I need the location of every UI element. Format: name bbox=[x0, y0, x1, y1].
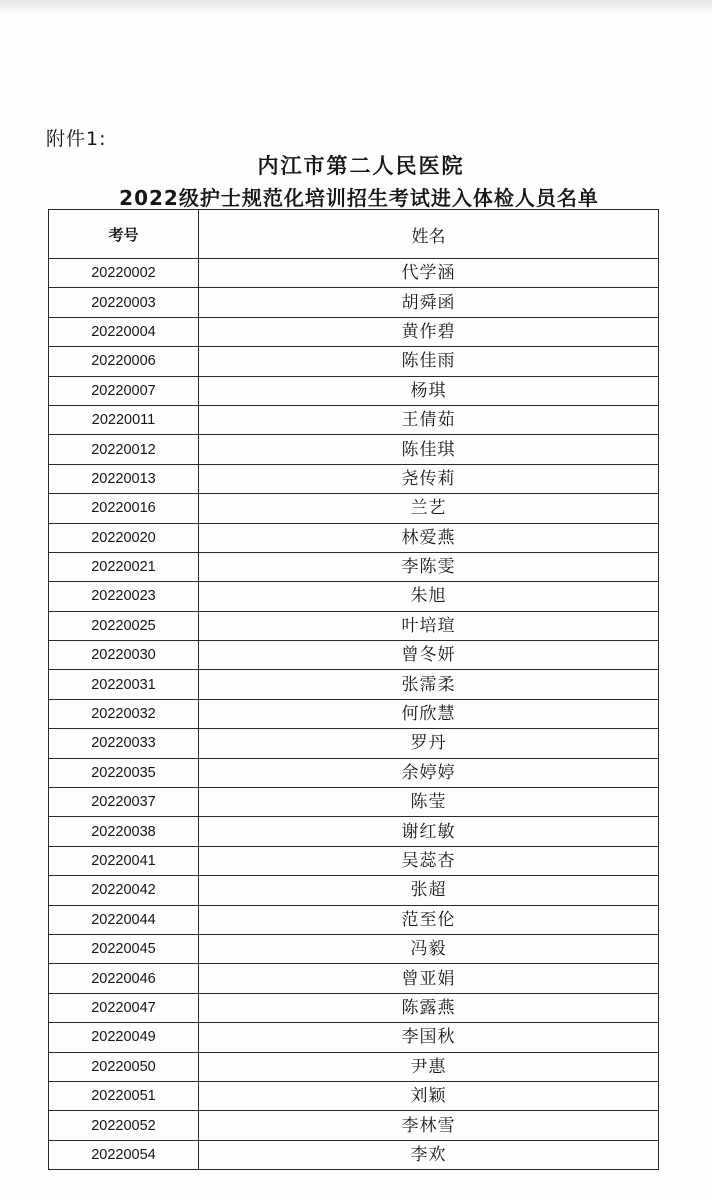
exam-number-cell: 20220037 bbox=[49, 788, 199, 817]
exam-number-cell: 20220013 bbox=[49, 464, 199, 493]
candidate-name-cell: 朱旭 bbox=[199, 582, 659, 611]
exam-number-cell: 20220046 bbox=[49, 964, 199, 993]
table-row bbox=[49, 1111, 659, 1140]
table-row bbox=[49, 464, 659, 493]
exam-number-cell: 20220012 bbox=[49, 435, 199, 464]
candidate-name-cell: 刘颖 bbox=[199, 1081, 659, 1110]
candidate-name-cell: 谢红敏 bbox=[199, 817, 659, 846]
table-row bbox=[49, 376, 659, 405]
candidate-name-cell: 张霈柔 bbox=[199, 670, 659, 699]
candidate-name-cell: 张超 bbox=[199, 876, 659, 905]
header-exam-no: 考号 bbox=[49, 210, 199, 259]
table-row bbox=[49, 1081, 659, 1110]
table-body bbox=[49, 259, 659, 1170]
table-row bbox=[49, 964, 659, 993]
table-row bbox=[49, 934, 659, 963]
table-row bbox=[49, 405, 659, 434]
table-row bbox=[49, 317, 659, 346]
candidate-name-cell: 吴蕊杏 bbox=[199, 846, 659, 875]
attachment-label: 附件1: bbox=[46, 128, 107, 150]
candidate-name-cell: 范至伦 bbox=[199, 905, 659, 934]
candidate-name-cell: 李国秋 bbox=[199, 1023, 659, 1052]
candidate-name-cell: 尹惠 bbox=[199, 1052, 659, 1081]
candidate-name-cell: 兰艺 bbox=[199, 494, 659, 523]
exam-number-cell: 20220003 bbox=[49, 288, 199, 317]
table-header-row bbox=[49, 210, 659, 259]
scan-top-edge bbox=[0, 0, 712, 14]
exam-number-cell: 20220047 bbox=[49, 993, 199, 1022]
table-row bbox=[49, 552, 659, 581]
candidate-name-cell: 罗丹 bbox=[199, 729, 659, 758]
exam-number-cell: 20220033 bbox=[49, 729, 199, 758]
exam-number-cell: 20220020 bbox=[49, 523, 199, 552]
candidate-name-cell: 杨琪 bbox=[199, 376, 659, 405]
candidate-table bbox=[48, 209, 659, 1170]
exam-number-cell: 20220049 bbox=[49, 1023, 199, 1052]
exam-number-cell: 20220054 bbox=[49, 1140, 199, 1169]
table-row bbox=[49, 729, 659, 758]
exam-number-cell: 20220004 bbox=[49, 317, 199, 346]
candidate-name-cell: 胡舜函 bbox=[199, 288, 659, 317]
header-name: 姓名 bbox=[199, 210, 659, 259]
exam-number-cell: 20220031 bbox=[49, 670, 199, 699]
exam-number-cell: 20220041 bbox=[49, 846, 199, 875]
candidate-name-cell: 代学涵 bbox=[199, 259, 659, 288]
candidate-name-cell: 陈佳琪 bbox=[199, 435, 659, 464]
exam-number-cell: 20220035 bbox=[49, 758, 199, 787]
exam-number-cell: 20220032 bbox=[49, 699, 199, 728]
candidate-name-cell: 陈莹 bbox=[199, 788, 659, 817]
table-row bbox=[49, 288, 659, 317]
table-row bbox=[49, 876, 659, 905]
table-row bbox=[49, 758, 659, 787]
table-row bbox=[49, 699, 659, 728]
table-row bbox=[49, 846, 659, 875]
candidate-name-cell: 黄作碧 bbox=[199, 317, 659, 346]
exam-number-cell: 20220042 bbox=[49, 876, 199, 905]
list-title: 2022级护士规范化培训招生考试进入体检人员名单 bbox=[119, 186, 599, 210]
exam-number-cell: 20220038 bbox=[49, 817, 199, 846]
candidate-name-cell: 王倩茹 bbox=[199, 405, 659, 434]
candidate-name-cell: 尧传莉 bbox=[199, 464, 659, 493]
table-row bbox=[49, 817, 659, 846]
candidate-name-cell: 李欢 bbox=[199, 1140, 659, 1169]
table-row bbox=[49, 523, 659, 552]
candidate-name-cell: 陈露燕 bbox=[199, 993, 659, 1022]
candidate-name-cell: 陈佳雨 bbox=[199, 347, 659, 376]
table-row bbox=[49, 259, 659, 288]
exam-number-cell: 20220052 bbox=[49, 1111, 199, 1140]
table-row bbox=[49, 435, 659, 464]
candidate-name-cell: 曾亚娟 bbox=[199, 964, 659, 993]
table-row bbox=[49, 788, 659, 817]
table-row bbox=[49, 1052, 659, 1081]
candidate-name-cell: 何欣慧 bbox=[199, 699, 659, 728]
exam-number-cell: 20220023 bbox=[49, 582, 199, 611]
exam-number-cell: 20220030 bbox=[49, 641, 199, 670]
table-row bbox=[49, 494, 659, 523]
exam-number-cell: 20220025 bbox=[49, 611, 199, 640]
exam-number-cell: 20220051 bbox=[49, 1081, 199, 1110]
candidate-name-cell: 林爱燕 bbox=[199, 523, 659, 552]
table-row bbox=[49, 347, 659, 376]
table-row bbox=[49, 641, 659, 670]
candidate-name-cell: 叶培瑄 bbox=[199, 611, 659, 640]
candidate-name-cell: 李陈雯 bbox=[199, 552, 659, 581]
exam-number-cell: 20220016 bbox=[49, 494, 199, 523]
exam-number-cell: 20220044 bbox=[49, 905, 199, 934]
exam-number-cell: 20220050 bbox=[49, 1052, 199, 1081]
candidate-name-cell: 冯毅 bbox=[199, 934, 659, 963]
table-row bbox=[49, 611, 659, 640]
table-row bbox=[49, 582, 659, 611]
table-row bbox=[49, 993, 659, 1022]
exam-number-cell: 20220007 bbox=[49, 376, 199, 405]
table-row bbox=[49, 1023, 659, 1052]
exam-number-cell: 20220021 bbox=[49, 552, 199, 581]
candidate-name-cell: 李林雪 bbox=[199, 1111, 659, 1140]
exam-number-cell: 20220002 bbox=[49, 259, 199, 288]
candidate-name-cell: 曾冬妍 bbox=[199, 641, 659, 670]
exam-number-cell: 20220045 bbox=[49, 934, 199, 963]
exam-number-cell: 20220011 bbox=[49, 405, 199, 434]
candidate-name-cell: 余婷婷 bbox=[199, 758, 659, 787]
exam-number-cell: 20220006 bbox=[49, 347, 199, 376]
table-row bbox=[49, 1140, 659, 1169]
table-row bbox=[49, 670, 659, 699]
table-row bbox=[49, 905, 659, 934]
hospital-title: 内江市第二人民医院 bbox=[257, 154, 465, 178]
